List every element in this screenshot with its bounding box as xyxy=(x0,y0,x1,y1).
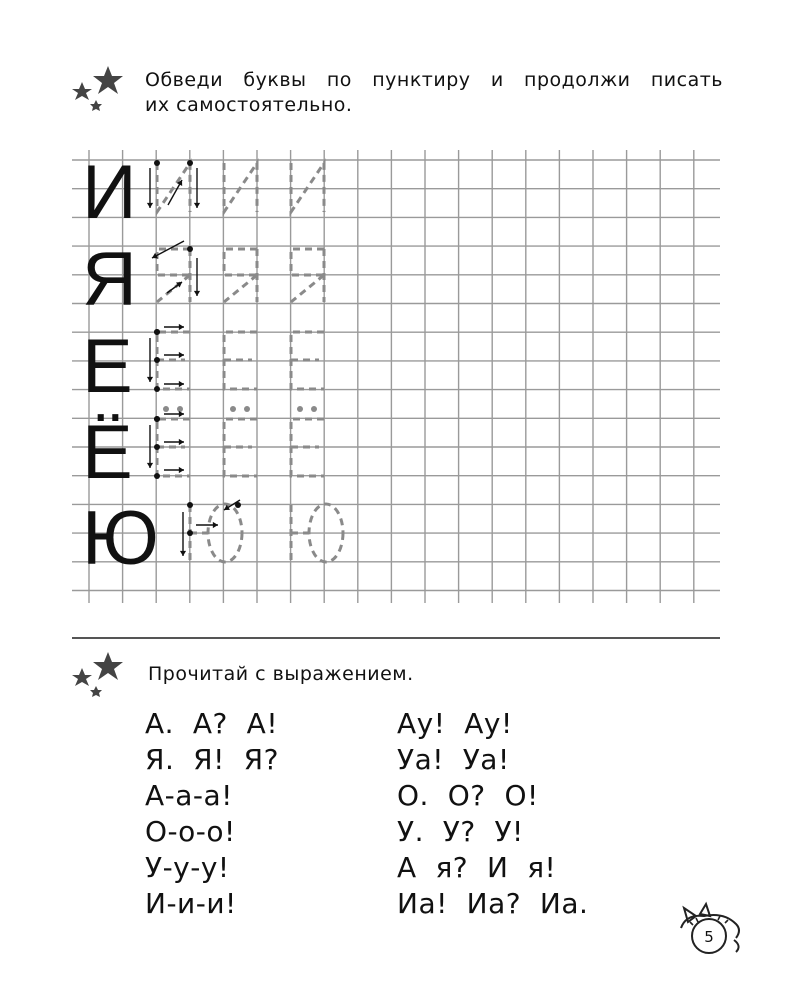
stroke-arrowhead xyxy=(179,467,184,473)
trace-letter-ya xyxy=(291,249,324,302)
start-dot xyxy=(187,160,193,166)
start-dot xyxy=(154,329,160,335)
trace-dot xyxy=(230,406,236,412)
reading-line: Иа! Иа? Иа. xyxy=(397,887,589,920)
start-dot xyxy=(154,444,160,450)
reading-line: Я. Я! Я? xyxy=(145,743,279,776)
start-dot xyxy=(187,246,193,252)
start-dot xyxy=(154,473,160,479)
reading-line: А-а-а! xyxy=(145,779,233,812)
model-letter: И xyxy=(82,150,137,235)
model-letter: Е xyxy=(82,324,133,409)
model-letter: Ё xyxy=(82,410,133,495)
stroke-arrowhead xyxy=(179,411,184,417)
stroke-arrowhead xyxy=(147,377,153,382)
trace-dot xyxy=(163,406,169,412)
stars-icon xyxy=(70,650,130,700)
model-letters xyxy=(82,150,159,581)
reading-column-left xyxy=(145,706,279,922)
reading-line: Уа! Уа! xyxy=(397,743,510,776)
model-letter: Я xyxy=(82,237,137,322)
reading-column-right xyxy=(397,706,588,922)
stroke-arrowhead xyxy=(179,439,184,445)
trace-letter-i xyxy=(157,163,190,212)
stroke-arrowhead xyxy=(194,203,200,208)
trace-letter-i xyxy=(291,163,324,212)
reading-line: Ау! Ау! xyxy=(397,707,513,740)
reading-line: У-у-у! xyxy=(145,851,230,884)
grid-lines xyxy=(72,150,720,603)
page-number: 5 xyxy=(704,928,714,946)
reading-line: О-о-о! xyxy=(145,815,236,848)
start-dot xyxy=(235,502,241,508)
trace-letter-i xyxy=(224,163,257,212)
trace-dot xyxy=(297,406,303,412)
exercise1-instruction-line1: Обведи буквы по пунктиру и продолжи писать xyxy=(145,69,723,91)
start-dot xyxy=(187,530,193,536)
reading-line: А. А? А! xyxy=(145,707,279,740)
exercise1-instruction-line2: их самостоятельно. xyxy=(145,94,353,116)
stroke-arrowhead xyxy=(147,203,153,208)
start-dot xyxy=(154,386,160,392)
stroke-arrowhead xyxy=(194,291,200,296)
section-divider xyxy=(72,637,720,639)
stroke-arrowhead xyxy=(179,352,184,358)
reading-line: У. У? У! xyxy=(397,815,524,848)
trace-letter-ya xyxy=(157,249,190,302)
trace-dot xyxy=(244,406,250,412)
start-dot xyxy=(154,357,160,363)
start-dot xyxy=(154,416,160,422)
reading-line: А я? И я! xyxy=(397,851,557,884)
start-dot xyxy=(154,160,160,166)
trace-letter-ya xyxy=(224,249,257,302)
stroke-arrowhead xyxy=(179,381,184,387)
model-letter: Ю xyxy=(82,496,159,581)
stroke-arrowhead xyxy=(180,551,186,556)
stroke-arrowhead xyxy=(213,522,218,528)
stroke-arrowhead xyxy=(179,324,184,330)
reading-line: И-и-и! xyxy=(145,887,237,920)
trace-dot xyxy=(311,406,317,412)
reading-line: О. О? О! xyxy=(397,779,539,812)
start-dot xyxy=(187,502,193,508)
trace-dot xyxy=(177,406,183,412)
exercise2-instruction: Прочитай с выражением. xyxy=(148,663,414,685)
stroke-arrowhead xyxy=(147,463,153,468)
